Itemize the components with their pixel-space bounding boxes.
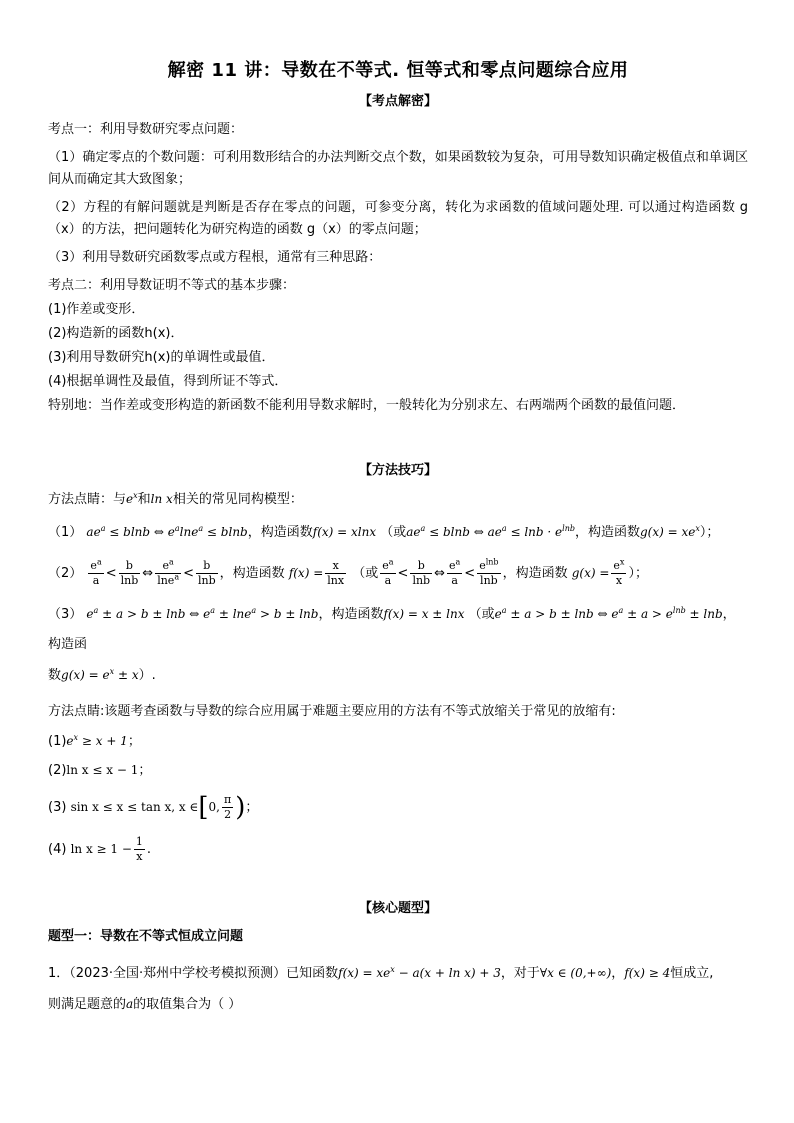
point-one-item-1: （1）确定零点的个数问题：可利用数形结合的办法判断交点个数，如果函数较为复杂，可用导数知识确定极值点和单调区间从而确定其大致图象； <box>48 150 748 187</box>
scaling-intro: 方法点睛:该题考查函数与导数的综合应用属于难题主要应用的方法有不等式放缩关于常见的放缩有: <box>48 704 616 719</box>
step-4: (4)根据单调性及最值，得到所证不等式． <box>48 374 288 389</box>
point-two-heading: 考点二：利用导数证明不等式的基本步骤： <box>48 278 296 293</box>
point-one-heading: 考点一：利用导数研究零点问题： <box>48 122 244 137</box>
scaling-3: (3) sin x ≤ x ≤ tan x, x ∈[0, $\frac{\pi}{2}$ )； <box>48 792 259 823</box>
document-page <box>48 56 748 1026</box>
scaling-2: (2)ln x ≤ x − 1； <box>48 763 152 778</box>
question-1: 1．（2023·全国·郑州中学校考模拟预测）已知函数$f(x) = xe^x - a(x + \ln x) + 3$，对于∀x ∈ (0,+∞)，f(x) ≥ 4恒成立, 则满足题意的a的取值集合为（ ） <box>48 965 714 1012</box>
type-1-heading: 题型一：导数在不等式恒成立问题 <box>48 929 244 944</box>
model-3-cont: 数$g(x) = e^x \pm x$）. <box>48 667 156 683</box>
method-intro: 方法点睛：与$e^x$和ln x相关的常见同构模型： <box>48 491 303 507</box>
section-head-key-points: 【考点解密】 <box>358 94 437 109</box>
step-3: (3)利用导数研究h(x)的单调性或最值． <box>48 350 275 365</box>
model-3: （3） $e^a \pm a > b \pm \ln b$ ⇔ $e^a \pm \ln e^a > b \pm \ln b$，构造函数f(x) = x ± lnx （或$e^a \pm a > b \pm \ln b$ ⇔ $e^a \pm a > e^{lnb} \pm \ln b$，构造函 <box>48 606 736 652</box>
model-1: （1） $ae^a \le blnb$ ⇔ $e^a\ln e^a \le blnb$，构造函数f(x) = xlnx （或$ae^a \le blnb$ ⇔ $ae^a \le \ln b \cdot e^{lnb}$，构造函数$g(x) = xe^x$）； <box>48 524 720 540</box>
model-2: （2） $\frac{e^a}{a}$ < $\frac{b}{\ln b}$ ⇔ $\frac{e^a}{\ln e^a}$ < $\frac{b}{\ln b}$ ，构造函数 f(x) = $\frac{x}{\ln x}$ （或 $\frac{e^a}{a}$ < $\frac{b}{\ln b}$ ⇔ $\frac{e^a}{a}$ < $\frac{e^{lnb}}{\ln b}$ ，构造函数 g(x) = $\frac{e^x}{x}$ ）； <box>48 557 648 587</box>
section-head-core-types: 【核心题型】 <box>358 901 437 916</box>
step-1: (1)作差或变形． <box>48 302 145 317</box>
step-2: (2)构造新的函数h(x)． <box>48 326 184 341</box>
point-one-item-2: （2）方程的有解问题就是判断是否存在零点的问题，可参变分离，转化为求函数的值域问题处理. 可以通过构造函数 g（x）的方法，把问题转化为研究构造的函数 g（x）的零点问题； <box>48 200 748 237</box>
scaling-1: $(1)e^x \ge x + 1$； <box>48 733 141 749</box>
special-note: 特别地：当作差或变形构造的新函数不能利用导数求解时，一般转化为分别求左、右两端两个函数的最值问题． <box>48 398 686 413</box>
point-one-item-3: （3）利用导数研究函数零点或方程根，通常有三种思路： <box>48 250 382 265</box>
section-head-methods: 【方法技巧】 <box>358 463 437 478</box>
page-title: 解密 11 讲：导数在不等式. 恒等式和零点问题综合应用 <box>167 60 629 81</box>
scaling-4: (4) ln x ≥ 1 − $\frac{1}{x}$ . <box>48 835 152 863</box>
